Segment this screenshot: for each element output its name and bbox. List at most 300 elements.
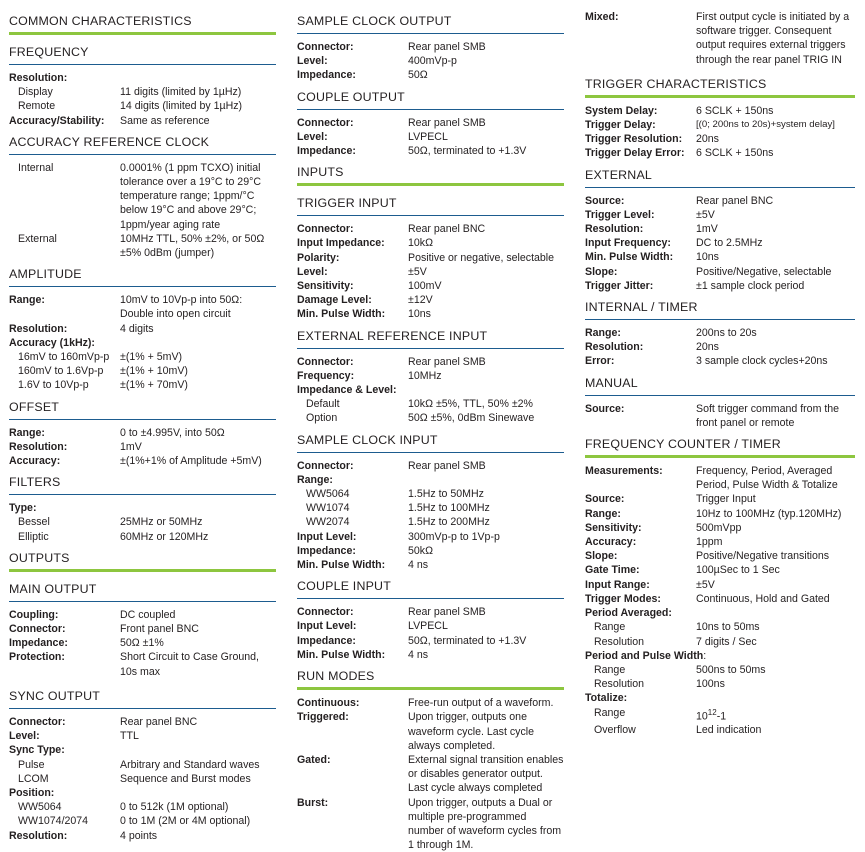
spec-row [585, 677, 855, 691]
spec-label: Connector: [297, 223, 354, 236]
totalize-label: Totalize: [585, 692, 628, 705]
spec-value: LVPECL [408, 130, 448, 143]
spec-row [297, 696, 564, 710]
spec-value: 50Ω ±1% [120, 637, 164, 650]
spec-value: 10kΩ ±5%, TTL, 50% ±2% [408, 398, 533, 411]
spec-label: Input Frequency: [585, 237, 671, 250]
column-middle [297, 10, 564, 852]
totalize-tail: -1 [716, 710, 727, 723]
spec-row [585, 521, 855, 535]
spec-row [297, 369, 564, 383]
spec-value: Rear panel SMB [408, 355, 486, 368]
section-external-reference-input: EXTERNAL REFERENCE INPUT [297, 325, 564, 349]
spec-row [9, 293, 276, 321]
spec-row [585, 265, 855, 279]
spec-label: Sensitivity: [297, 280, 354, 293]
spec-label: Connector: [297, 41, 354, 53]
spec-label: Mixed: [585, 11, 619, 23]
spec-value: Rear panel BNC [696, 194, 774, 207]
spec-label: Connector: [297, 459, 354, 472]
spec-row [9, 814, 276, 828]
spec-value: 1ppm [696, 536, 723, 549]
spec-value: 0.0001% (1 ppm TCXO) initial tolerance over a 19°C to 29°C temperature range; 1ppm/°C below 19°C and above 29°C; 1ppm/year aging rate [120, 161, 261, 231]
spec-label: Connector: [297, 606, 354, 619]
spec-row [585, 706, 855, 724]
spec-label: Remote [18, 100, 56, 113]
spec-row [297, 501, 564, 515]
spec-row [9, 364, 276, 378]
spec-value: 50Ω, terminated to +1.3V [408, 634, 527, 647]
spec-row [9, 530, 276, 544]
section-main-output: MAIN OUTPUT [9, 578, 276, 602]
spec-label: Accuracy/Stability: [9, 114, 105, 127]
spec-value: DC coupled [120, 608, 176, 621]
spec-label: Level: [297, 55, 328, 68]
spec-row [297, 68, 564, 82]
spec-label: Connector: [9, 715, 66, 728]
spec-label: Range [594, 706, 626, 719]
spec-row [585, 104, 855, 118]
spec-label: Min. Pulse Width: [297, 559, 386, 572]
section-couple-input: COUPLE INPUT [297, 575, 564, 599]
spec-value: Sequence and Burst modes [120, 772, 251, 785]
spec-value: Positive or negative, selectable [408, 251, 555, 264]
section-outputs: OUTPUTS [9, 547, 276, 572]
spec-row [585, 354, 855, 368]
spec-value: 20ns [696, 341, 719, 354]
spec-row [297, 307, 564, 321]
spec-label: Level: [9, 730, 40, 743]
spec-row [585, 222, 855, 236]
spec-value: First output cycle is initiated by a software trigger. Consequent output requires external triggers through the rear panel TRIG IN [696, 11, 850, 66]
spec-value: Positive/Negative, selectable [696, 265, 832, 278]
spec-value: 3 sample clock cycles+20ns [696, 355, 828, 368]
spec-label: Impedance: [297, 69, 356, 82]
spec-label: Trigger Modes: [585, 592, 661, 605]
spec-label: Min. Pulse Width: [297, 648, 386, 661]
spec-label: Protection: [9, 651, 65, 664]
spec-row [9, 515, 276, 529]
spec-row [9, 758, 276, 772]
spec-value: 1.5Hz to 200MHz [408, 516, 490, 529]
spec-label: Impedance: [297, 145, 356, 158]
spec-row [585, 279, 855, 293]
spec-row [585, 194, 855, 208]
spec-value: Rear panel SMB [408, 41, 486, 53]
spec-row [297, 605, 564, 619]
spec-value: Frequency, Period, Averaged Period, Pulse Width & Totalize [696, 465, 838, 492]
spec-value: 0 to ±4.995V, into 50Ω [120, 426, 225, 439]
spec-row [585, 326, 855, 340]
spec-row [9, 772, 276, 786]
totalize-base: 10 [696, 710, 708, 723]
section-manual: MANUAL [585, 372, 855, 396]
spec-label: Triggered: [297, 711, 349, 724]
spec-label: Bessel [18, 516, 50, 529]
spec-row [9, 608, 276, 622]
spec-value: 100mV [408, 280, 442, 293]
spec-value: 1.5Hz to 100MHz [408, 502, 490, 515]
spec-label: Gate Time: [585, 564, 640, 577]
spec-row [9, 440, 276, 454]
spec-value: Rear panel SMB [408, 459, 486, 472]
spec-label: Connector: [297, 355, 354, 368]
spec-value: 300mVp-p to 1Vp-p [408, 530, 500, 543]
spec-label: Range: [9, 426, 45, 439]
spec-row [297, 648, 564, 662]
spec-label: Resolution: [9, 440, 68, 453]
section-frequency-counter-timer: FREQUENCY COUNTER / TIMER [585, 433, 855, 458]
spec-label: Accuracy: [9, 455, 61, 468]
spec-row [297, 251, 564, 265]
spec-value: Soft trigger command from the front panel or remote [696, 402, 840, 429]
spec-row [585, 635, 855, 649]
spec-label: Resolution [594, 678, 645, 691]
spec-label: WW1074 [306, 502, 350, 515]
spec-value: 10ns [696, 251, 719, 264]
spec-row [585, 620, 855, 634]
spec-value: ±(1% + 70mV) [120, 379, 188, 392]
spec-label: WW1074/2074 [18, 815, 89, 828]
spec-row [9, 99, 276, 113]
spec-value: Rear panel BNC [120, 715, 198, 728]
spec-value: 10ns to 50ms [696, 621, 760, 634]
spec-value: 10kΩ [408, 237, 433, 250]
spec-row [297, 753, 564, 796]
filters-type-label: Type: [9, 502, 37, 515]
spec-label: Min. Pulse Width: [585, 251, 674, 264]
column-right [585, 10, 855, 737]
spec-row [297, 130, 564, 144]
spec-label: Pulse [18, 758, 45, 771]
spec-row [297, 796, 564, 852]
spec-row [297, 355, 564, 369]
spec-row [585, 549, 855, 563]
spec-row [585, 340, 855, 354]
spec-row [585, 578, 855, 592]
spec-value: ±1 sample clock period [696, 279, 805, 292]
spec-row [9, 350, 276, 364]
spec-value: 1mV [120, 440, 142, 453]
spec-row [585, 507, 855, 521]
spec-row [585, 236, 855, 250]
spec-row [585, 663, 855, 677]
spec-value: 1.5Hz to 50MHz [408, 488, 484, 501]
spec-value: Rear panel SMB [408, 116, 486, 129]
spec-value: 400mVp-p [408, 55, 457, 68]
spec-row [585, 563, 855, 577]
spec-value: 50kΩ [408, 544, 433, 557]
spec-label: Level: [297, 130, 328, 143]
spec-label: Trigger Delay Error: [585, 147, 685, 160]
spec-label: WW5064 [306, 488, 350, 501]
spec-row [585, 250, 855, 264]
spec-row [297, 236, 564, 250]
spec-row [9, 378, 276, 392]
spec-row [585, 118, 855, 132]
spec-value: 0 to 1M (2M or 4M optional) [120, 815, 251, 828]
spec-label: Slope: [585, 265, 618, 278]
spec-row [297, 54, 564, 68]
section-sample-clock-output: SAMPLE CLOCK OUTPUT [297, 10, 564, 34]
spec-row [297, 487, 564, 501]
spec-label: Trigger Resolution: [585, 133, 683, 146]
spec-label: WW2074 [306, 516, 350, 529]
spec-value: 50Ω, terminated to +1.3V [408, 145, 527, 158]
range-label: Range: [297, 473, 333, 486]
section-sync-output: SYNC OUTPUT [9, 685, 276, 709]
frequency-resolution-label: Resolution: [9, 72, 68, 84]
spec-value: ±12V [408, 294, 433, 307]
spec-label: Impedance: [9, 637, 68, 650]
spec-label: Damage Level: [297, 294, 372, 307]
section-offset: OFFSET [9, 396, 276, 420]
spec-label: 1.6V to 10Vp-p [18, 379, 89, 392]
spec-value: 11 digits (limited by 1µHz) [120, 86, 242, 99]
spec-value: 4 ns [408, 648, 429, 661]
spec-value: 100ns [696, 678, 725, 691]
spec-row [9, 715, 276, 729]
spec-row [297, 530, 564, 544]
spec-value: Short Circuit to Case Ground, 10s max [120, 651, 259, 678]
sync-type-label: Sync Type: [9, 744, 65, 757]
spec-label: LCOM [18, 772, 49, 785]
spec-row [585, 208, 855, 222]
spec-row [9, 232, 276, 260]
spec-label: Resolution: [9, 829, 68, 842]
spec-row [585, 723, 855, 737]
spec-value: 4 points [120, 829, 158, 842]
spec-value: TTL [120, 730, 139, 743]
spec-value: 14 digits (limited by 1µHz) [120, 100, 243, 113]
spec-row [297, 544, 564, 558]
spec-row [9, 636, 276, 650]
spec-value: ±5V [696, 208, 715, 221]
spec-row [9, 729, 276, 743]
spec-value: Upon trigger, outputs a Dual or multiple pre-programmed number of waveform cycles from 1 through 1M. [408, 796, 562, 852]
section-run-modes: RUN MODES [297, 665, 564, 690]
spec-value: Led indication [696, 724, 762, 737]
spec-value: 60MHz or 120MHz [120, 530, 209, 543]
spec-value: Positive/Negative transitions [696, 550, 830, 563]
spec-label: WW5064 [18, 801, 62, 814]
spec-label: Range [594, 621, 626, 634]
spec-value: Upon trigger, outputs one waveform cycle. Last cycle always completed. [408, 711, 534, 752]
spec-row [297, 116, 564, 130]
section-couple-output: COUPLE OUTPUT [297, 86, 564, 110]
period-pulse-width-label [585, 649, 855, 663]
spec-row [585, 132, 855, 146]
spec-value: 7 digits / Sec [696, 635, 757, 648]
section-trigger-input: TRIGGER INPUT [297, 192, 564, 216]
spec-row [585, 146, 855, 160]
spec-label: Input Impedance: [297, 237, 385, 250]
spec-value: 4 ns [408, 559, 429, 572]
spec-value: Trigger Input [696, 493, 756, 506]
spec-row [9, 426, 276, 440]
spec-value: 500ns to 50ms [696, 663, 766, 676]
section-internal-timer: INTERNAL / TIMER [585, 296, 855, 320]
spec-row [9, 85, 276, 99]
spec-value: ±5V [408, 265, 427, 278]
section-frequency: FREQUENCY [9, 41, 276, 65]
spec-label: Level: [297, 265, 328, 278]
period-pulse-width-colon: : [703, 649, 707, 662]
spec-row [9, 322, 276, 336]
spec-row [9, 622, 276, 636]
spec-value: ±(1%+1% of Amplitude +5mV) [120, 455, 262, 468]
spec-row [585, 464, 855, 492]
spec-row [297, 634, 564, 648]
spec-label: Continuous: [297, 697, 360, 710]
spec-row [9, 161, 276, 232]
spec-label: Display [18, 86, 53, 99]
spec-label: Gated: [297, 753, 331, 766]
period-pulse-width-text: Period and Pulse Width [585, 649, 704, 662]
spec-label: External [18, 232, 57, 245]
section-inputs: INPUTS [297, 161, 564, 186]
spec-value: 50Ω ±5%, 0dBm Sinewave [408, 412, 535, 425]
spec-row [585, 535, 855, 549]
impedance-level-label: Impedance & Level: [297, 384, 397, 397]
spec-row [297, 265, 564, 279]
spec-value: Rear panel SMB [408, 606, 486, 619]
section-accuracy-reference-clock: ACCURACY REFERENCE CLOCK [9, 131, 276, 155]
spec-value: 100µSec to 1 Sec [696, 564, 780, 577]
spec-row [9, 454, 276, 468]
spec-label: Range: [585, 327, 621, 340]
spec-value: 500mVpp [696, 521, 742, 534]
spec-row [297, 144, 564, 158]
spec-label: Connector: [297, 116, 354, 129]
spec-label: Internal [18, 161, 54, 174]
section-external: EXTERNAL [585, 164, 855, 188]
spec-row [9, 114, 276, 128]
spec-row [297, 222, 564, 236]
spec-value: 10MHz TTL, 50% ±2%, or 50Ω ±5% 0dBm (jumper) [120, 232, 265, 260]
section-sample-clock-input: SAMPLE CLOCK INPUT [297, 429, 564, 453]
spec-label: Error: [585, 355, 615, 368]
spec-value: LVPECL [408, 620, 448, 633]
spec-row [297, 411, 564, 425]
column-left [9, 10, 276, 843]
spec-row [585, 592, 855, 606]
spec-label: Trigger Jitter: [585, 279, 654, 292]
spec-value: 10MHz [408, 369, 442, 382]
spec-row [9, 800, 276, 814]
spec-row [297, 293, 564, 307]
spec-label: Range [594, 663, 626, 676]
spec-label: Coupling: [9, 608, 59, 621]
spec-value: External signal transition enables or disables generator output. Last cycle always completed [408, 753, 564, 795]
spec-label: Accuracy: [585, 536, 637, 549]
spec-label: Connector: [9, 623, 66, 636]
spec-row [297, 515, 564, 529]
spec-label: Frequency: [297, 369, 355, 382]
spec-row [297, 459, 564, 473]
spec-value: ±5V [696, 578, 715, 591]
spec-value: 10ns [408, 308, 431, 321]
spec-value: ±(1% + 5mV) [120, 351, 183, 364]
section-common-characteristics: COMMON CHARACTERISTICS [9, 10, 276, 35]
spec-row [585, 402, 855, 430]
spec-label: 16mV to 160mVp-p [18, 351, 110, 364]
spec-value: Free-run output of a waveform. [408, 697, 554, 710]
spec-value: DC to 2.5MHz [696, 237, 763, 250]
spec-label: Measurements: [585, 465, 663, 478]
spec-label: Input Level: [297, 620, 357, 633]
spec-value: 6 SCLK + 150ns [696, 104, 774, 117]
spec-label: Resolution: [585, 223, 644, 236]
spec-label: Input Range: [585, 578, 650, 591]
spec-label: Trigger Delay: [585, 119, 656, 132]
spec-row [297, 558, 564, 572]
spec-label: Trigger Level: [585, 208, 655, 221]
spec-label: Source: [585, 493, 625, 506]
position-label: Position: [9, 786, 55, 799]
spec-label: Option [306, 412, 338, 425]
spec-label: Input Level: [297, 530, 357, 543]
section-amplitude: AMPLITUDE [9, 263, 276, 287]
section-filters: FILTERS [9, 471, 276, 495]
spec-value: 50Ω [408, 69, 428, 82]
section-trigger-characteristics: TRIGGER CHARACTERISTICS [585, 73, 855, 98]
spec-label: Sensitivity: [585, 521, 642, 534]
spec-label: Source: [585, 402, 625, 415]
totalize-exponent: 12 [707, 707, 717, 717]
spec-row [297, 619, 564, 633]
spec-label: Impedance: [297, 544, 356, 557]
spec-label: Default [306, 398, 340, 411]
spec-value: 10mV to 10Vp-p into 50Ω: Double into open circuit [120, 294, 243, 321]
spec-value: 200ns to 20s [696, 327, 757, 340]
spec-label: Source: [585, 194, 625, 207]
spec-value: ±(1% + 10mV) [120, 365, 188, 378]
spec-value [696, 706, 855, 724]
spec-row [297, 397, 564, 411]
spec-row [585, 10, 855, 67]
spec-value: 20ns [696, 133, 719, 146]
spec-row [585, 492, 855, 506]
spec-row [297, 279, 564, 293]
spec-label: Burst: [297, 796, 329, 809]
spec-value: Arbitrary and Standard waves [120, 758, 260, 771]
amplitude-accuracy-label: Accuracy (1kHz): [9, 336, 95, 349]
spec-label: Polarity: [297, 251, 340, 264]
spec-value: 25MHz or 50MHz [120, 516, 203, 529]
spec-value: Rear panel BNC [408, 223, 486, 236]
spec-row [297, 40, 564, 54]
spec-label: Min. Pulse Width: [297, 308, 386, 321]
spec-label: Range: [585, 507, 621, 520]
spec-row [297, 710, 564, 753]
spec-label: Impedance: [297, 634, 356, 647]
period-averaged-label: Period Averaged: [585, 607, 672, 620]
spec-value: Front panel BNC [120, 623, 199, 636]
spec-label: Elliptic [18, 530, 49, 543]
spec-label: Range: [9, 294, 45, 307]
spec-label: System Delay: [585, 104, 658, 117]
spec-value: 10Hz to 100MHz (typ.120MHz) [696, 507, 842, 520]
spec-label: Resolution: [585, 341, 644, 354]
spec-value: Continuous, Hold and Gated [696, 592, 830, 605]
spec-value: 1mV [696, 223, 718, 236]
spec-label: Slope: [585, 550, 618, 563]
spec-value: 0 to 512k (1M optional) [120, 801, 229, 814]
spec-row [9, 650, 276, 678]
spec-row [9, 829, 276, 843]
spec-value: 6 SCLK + 150ns [696, 147, 774, 160]
